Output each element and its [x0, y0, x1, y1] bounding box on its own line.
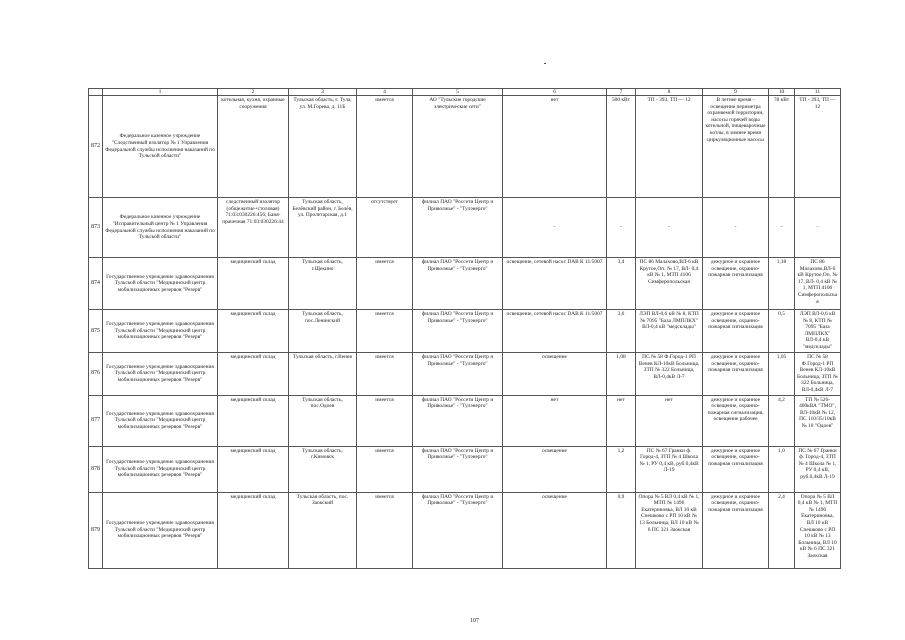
table-row [89, 353, 841, 396]
feed-source-cell: ПС № 67 Гранки ф. Город-4, ЗТП № 4 Школа № 1, РУ 0,4 кВ, руб.0,4кВ Л-19 [795, 446, 841, 492]
feed-source-cell: - [795, 198, 841, 258]
availability-cell: имеется [357, 353, 413, 396]
required-power-cell: 78 кВт [769, 96, 795, 198]
document-sheet [88, 88, 840, 569]
connection-point-cell: ТП - 393, ТП — 12 [636, 96, 703, 198]
grid-owner-cell: филиал ПАО "Россети Центр и Приволжье" - "Тулэнерго" [413, 310, 503, 353]
required-power-cell: 1,18 [769, 258, 795, 310]
organization-cell: Государственное учреждение здравоохранения Тульской области "Медицинский центр мобилизационных резервов "Резерв" [103, 446, 218, 492]
load-description-cell: дежурное и охранное освещение, охранно-пожарная сигнализация [703, 258, 769, 310]
table-row [89, 96, 841, 198]
column-number: 7 [607, 89, 636, 96]
column-number: 9 [703, 89, 769, 96]
grid-owner-cell: филиал ПАО "Россети Центр и Приволжье" - "Тулэнерго" [413, 395, 503, 446]
object-cell: медицинский склад [218, 310, 289, 353]
power-cell: 3,6 [607, 310, 636, 353]
power-cell: нет [607, 395, 636, 446]
table-row [89, 258, 841, 310]
table-row [89, 395, 841, 446]
column-number: 2 [218, 89, 289, 96]
required-power-cell: 1,05 [769, 353, 795, 396]
table-row [89, 198, 841, 258]
organization-cell: Государственное учреждение здравоохранения Тульской области "Медицинский центр мобилизационных резервов "Резерв" [103, 395, 218, 446]
equipment-cell: освещение [503, 492, 607, 568]
load-description-cell: - [703, 198, 769, 258]
address-cell: Тульская область, г.Щекино [289, 258, 357, 310]
grid-owner-cell: филиал ПАО "Россети Центр и Приволжье" - "Тулэнерго" [413, 446, 503, 492]
availability-cell: отсутствует [357, 198, 413, 258]
column-numbers-row [89, 89, 841, 96]
row-number: 879 [89, 492, 103, 568]
grid-owner-cell: филиал ПАО "Россети Центр и Приволжье" - "Тулэнерго" [413, 198, 503, 258]
load-description-cell: дежурное и охранное освещение, охранно-пожарная сигнализация [703, 353, 769, 396]
equipment-cell: освещение [503, 353, 607, 396]
load-description-cell: дежурное и охранное освещение, охранно-пожарная сигнализация [703, 446, 769, 492]
equipment-cell: нет [503, 395, 607, 446]
required-power-cell: 4,2 [769, 395, 795, 446]
power-cell: 1,08 [607, 353, 636, 396]
feed-source-cell: ТП № 526-400кВА "ТМО", ВЛ-10кВ № 12, ПС 110/35/10кВ № 10 "Одоев" [795, 395, 841, 446]
table-row [89, 446, 841, 492]
table-row [89, 310, 841, 353]
load-description-cell: В летнее время - освещение периметра охраняемой территории, насосы горячей воды котельной, пищеварочные котлы, в зимнее время циркуляционные насосы [703, 96, 769, 198]
power-cell: 3,4 [607, 258, 636, 310]
row-number: 878 [89, 446, 103, 492]
availability-cell: имеется [357, 310, 413, 353]
organization-cell: Государственное учреждение здравоохранения Тульской области "Медицинский центр мобилизационных резервов "Резерв" [103, 353, 218, 396]
grid-owner-cell: филиал ПАО "Россети Центр и Приволжье" - "Тулэнерго" [413, 258, 503, 310]
organization-cell: Федеральное казенное учреждение "Следственный изолятор № 1 Управления Федеральной службы исполнения наказаний по Тульской области" [103, 96, 218, 198]
header-spacer [89, 89, 103, 96]
column-number: 4 [357, 89, 413, 96]
object-cell: следственный изолятор (общежитие+столовая) 71:03:030226:456; Баня-прачечная 71:03:030226:44 [218, 198, 289, 258]
page-number: 107 [470, 618, 479, 624]
address-cell: Тульская область, г.Кимовск [289, 446, 357, 492]
equipment-cell: освещение, сетевой насос DAB К 11/5007 [503, 310, 607, 353]
power-cell: 0,9 [607, 492, 636, 568]
object-cell: медицинский склад [218, 258, 289, 310]
object-cell: медицинский склад [218, 395, 289, 446]
required-power-cell: - [769, 198, 795, 258]
load-description-cell: дежурное и охранное освещение, охранно-пожарная сигнализация [703, 310, 769, 353]
row-number: 874 [89, 258, 103, 310]
organization-cell: Федеральное казенное учреждение "Исправительный центр № 1 Управления Федеральной службы исполнения наказаний по Тульской области" [103, 198, 218, 258]
grid-owner-cell: АО "Тульские городские электрические сети" [413, 96, 503, 198]
row-number: 875 [89, 310, 103, 353]
row-number: 876 [89, 353, 103, 396]
availability-cell: имеется [357, 258, 413, 310]
equipment-cell: - [503, 198, 607, 258]
equipment-cell: нет [503, 96, 607, 198]
address-cell: Тульская область, г.Венев [289, 353, 357, 396]
column-number: 3 [289, 89, 357, 96]
organization-cell: Государственное учреждение здравоохранения Тульской области "Медицинский центр мобилизационных резервов "Резерв" [103, 492, 218, 568]
availability-cell: имеется [357, 446, 413, 492]
scan-speck [544, 63, 546, 64]
address-cell: Тульская область, пос. Заокский [289, 492, 357, 568]
power-cell: 500 кВт [607, 96, 636, 198]
column-number: 10 [769, 89, 795, 96]
availability-cell: имеется [357, 492, 413, 568]
column-number: 1 [103, 89, 218, 96]
load-description-cell: дежурное и охранное освещение, охранно-пожарная сигнализация [703, 492, 769, 568]
feed-source-cell: Опора № 5 ВЛ 0,4 кВ № 1, МТП № 1496 Екатериновка, ВЛ 10 кВ Спешково с РП 10 кВ № 13 Больница, ВЛ 10 кВ № 6 ПС 321 Заокская [795, 492, 841, 568]
power-supply-table [88, 88, 841, 569]
power-cell: 1,2 [607, 446, 636, 492]
load-description-cell: дежурное и охранное освещение, охранно-пожарная сигнализация, освещение рабочее [703, 395, 769, 446]
object-cell: медицинский склад [218, 492, 289, 568]
row-number: 877 [89, 395, 103, 446]
object-cell: котельная, кухня, охранные сооружения [218, 96, 289, 198]
availability-cell: имеется [357, 96, 413, 198]
table-row [89, 492, 841, 568]
column-number: 6 [503, 89, 607, 96]
organization-cell: Государственное учреждение здравоохранения Тульской области "Медицинский центр мобилизационных резервов "Резерв" [103, 310, 218, 353]
equipment-cell: освещение, сетевой насос DAB К 11/5007 [503, 258, 607, 310]
connection-point-cell: ПС № 58 Ф.Город-1 РП Венев КЛ-10кВ Больница, ЗТП № 322 Больница, ВЛ-0,4кВ Л-7 [636, 353, 703, 396]
grid-owner-cell: филиал ПАО "Россети Центр и Приволжье" - "Тулэнерго" [413, 353, 503, 396]
connection-point-cell: - [636, 198, 703, 258]
column-number: 11 [795, 89, 841, 96]
required-power-cell: 0,5 [769, 310, 795, 353]
address-cell: Тульская область, пос.Ленинский [289, 310, 357, 353]
address-cell: Тульская область, пос.Одоев [289, 395, 357, 446]
address-cell: Тульская область, г. Тула, ул. М.Горева, д. 11Б [289, 96, 357, 198]
connection-point-cell: нет [636, 395, 703, 446]
connection-point-cell: ПС 86 Малахово,ВЛ-6 кВ Крутое,Оп. № 17, ВЛ- 0,4 кВ № 1, МТП 4106 Симферопольская [636, 258, 703, 310]
grid-owner-cell: филиал ПАО "Россети Центр и Приволжье" - "Тулэнерго" [413, 492, 503, 568]
table-body [89, 96, 841, 569]
row-number: 873 [89, 198, 103, 258]
feed-source-cell: ЛЭП ВЛ-0,6 кВ № 8, КТП № 7095 "База ЛМПЛКХ" ВЛ-0,4 кВ "медсклады" [795, 310, 841, 353]
address-cell: Тульская область, Белёвский район, г. Белёв, ул. Пролетарская, д.1 [289, 198, 357, 258]
connection-point-cell: ПС № 67 Гранки ф. Город-4, ЗТП № 4 Школа № 1, РУ 0,4 кВ, руб.0,4кВ Л-19 [636, 446, 703, 492]
power-cell: - [607, 198, 636, 258]
object-cell: медицинский склад [218, 353, 289, 396]
organization-cell: Государственное учреждение здравоохранения Тульской области "Медицинский центр мобилизационных резервов "Резерв" [103, 258, 218, 310]
required-power-cell: 2,4 [769, 492, 795, 568]
availability-cell: имеется [357, 395, 413, 446]
row-number: 872 [89, 96, 103, 198]
column-number: 8 [636, 89, 703, 96]
required-power-cell: 1,0 [769, 446, 795, 492]
feed-source-cell: ПС № 58 Ф.Город-1 РП Венев КЛ-10кВ Больница, ЗТП № 322 Больница, ВЛ-0,4кВ Л-7 [795, 353, 841, 396]
equipment-cell: освещение [503, 446, 607, 492]
connection-point-cell: Опора № 5 ВЛ 0,4 кВ № 1, МТП № 1496 Екатериновка, ВЛ 10 кВ Спешково с РП 10 кВ № 13 Больница, ВЛ 10 кВ № 6 ПС 321 Заокская [636, 492, 703, 568]
object-cell: медицинский склад [218, 446, 289, 492]
column-number: 5 [413, 89, 503, 96]
feed-source-cell: ПС 86 Малахово,ВЛ-6 кВ Крутое,Оп. № 17, ВЛ- 0,4 кВ № 1, МТП 4106 Симферопольская [795, 258, 841, 310]
connection-point-cell: ЛЭП ВЛ-0,6 кВ № 8, КТП № 7095 "База ЛМПЛКХ" ВЛ-0,4 кВ "медсклады" [636, 310, 703, 353]
feed-source-cell: ТП - 393, ТП — 12 [795, 96, 841, 198]
